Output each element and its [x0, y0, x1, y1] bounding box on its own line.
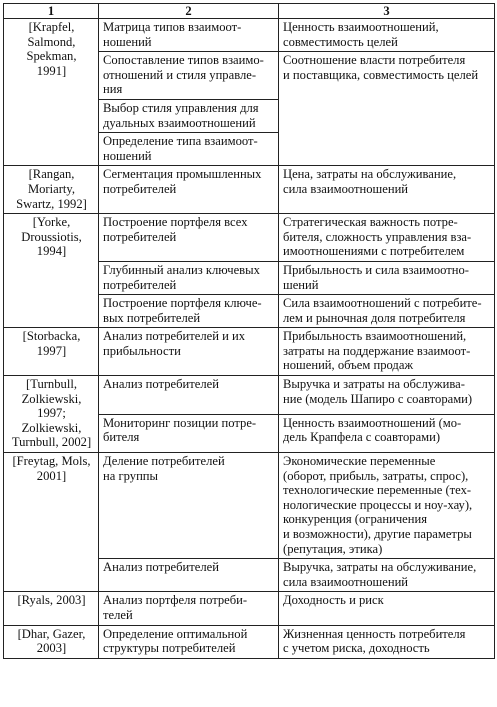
criteria-cell: Выручка и затраты на обслужива- ние (модель Шапиро с соавторами) [279, 376, 495, 414]
method-cell: Глубинный анализ ключевых потребителей [99, 261, 279, 294]
criteria-cell: Соотношение власти потребителя и поставщика, совместимость целей [279, 52, 495, 166]
source-cell: [Freytag, Mols, 2001] [4, 453, 99, 592]
source-cell: [Storbacka, 1997] [4, 328, 99, 376]
method-cell: Матрица типов взаимоот- ношений [99, 19, 279, 52]
criteria-cell: Стратегическая важность потре- бителя, сложность управления вза- имоотношениями с потребителем [279, 214, 495, 262]
table-row [4, 592, 495, 625]
source-cell: [Dhar, Gazer, 2003] [4, 625, 99, 658]
criteria-cell: Экономические переменные (оборот, прибыль, затраты, спрос), технологические переменные (тех- нологические процессы и ноу-хау), конкуренция (ограничения и возможности), другие параметры (репутация, этика) [279, 453, 495, 559]
table-row [4, 19, 495, 52]
method-cell: Сопоставление типов взаимо- отношений и стиля управле- ния [99, 52, 279, 100]
source-cell: [Ryals, 2003] [4, 592, 99, 625]
header-row [4, 4, 495, 19]
source-cell: [Turnbull, Zolkiewski, 1997; Zolkiewski, Turnbull, 2002] [4, 376, 99, 453]
method-cell: Сегментация промышленных потребителей [99, 166, 279, 214]
comparison-table [3, 3, 495, 659]
criteria-cell: Сила взаимоотношений с потребите- лем и рыночная доля потребителя [279, 295, 495, 328]
table-row [4, 166, 495, 214]
table-row [4, 453, 495, 559]
method-cell: Построение портфеля ключе- вых потребителей [99, 295, 279, 328]
method-cell: Анализ портфеля потреби- телей [99, 592, 279, 625]
source-cell: [Yorke, Droussiotis, 1994] [4, 214, 99, 328]
criteria-cell: Цена, затраты на обслуживание, сила взаимоотношений [279, 166, 495, 214]
method-cell: Деление потребителей на группы [99, 453, 279, 559]
method-cell: Анализ потребителей [99, 559, 279, 592]
table-row [4, 328, 495, 376]
criteria-cell: Выручка, затраты на обслуживание, сила взаимоотношений [279, 559, 495, 592]
criteria-cell: Прибыльность и сила взаимоотно- шений [279, 261, 495, 294]
column-header-2: 2 [99, 4, 279, 19]
method-cell: Анализ потребителей и их прибыльности [99, 328, 279, 376]
table-row [4, 625, 495, 658]
column-header-1: 1 [4, 4, 99, 19]
source-cell: [Krapfel, Salmond, Spekman, 1991] [4, 19, 99, 166]
criteria-cell: Прибыльность взаимоотношений, затраты на поддержание взаимоот- ношений, объем продаж [279, 328, 495, 376]
criteria-cell: Жизненная ценность потребителя с учетом риска, доходность [279, 625, 495, 658]
method-cell: Выбор стиля управления для дуальных взаимоотношений [99, 99, 279, 132]
criteria-cell: Ценность взаимоотношений, совместимость целей [279, 19, 495, 52]
method-cell: Построение портфеля всех потребителей [99, 214, 279, 262]
source-cell: [Rangan, Moriarty, Swartz, 1992] [4, 166, 99, 214]
table-row [4, 214, 495, 262]
criteria-cell: Ценность взаимоотношений (мо- дель Крапфела с соавторами) [279, 414, 495, 452]
method-cell: Мониторинг позиции потре- бителя [99, 414, 279, 452]
method-cell: Анализ потребителей [99, 376, 279, 414]
column-header-3: 3 [279, 4, 495, 19]
table-row [4, 376, 495, 414]
method-cell: Определение оптимальной структуры потребителей [99, 625, 279, 658]
method-cell: Определение типа взаимоот- ношений [99, 133, 279, 166]
criteria-cell: Доходность и риск [279, 592, 495, 625]
